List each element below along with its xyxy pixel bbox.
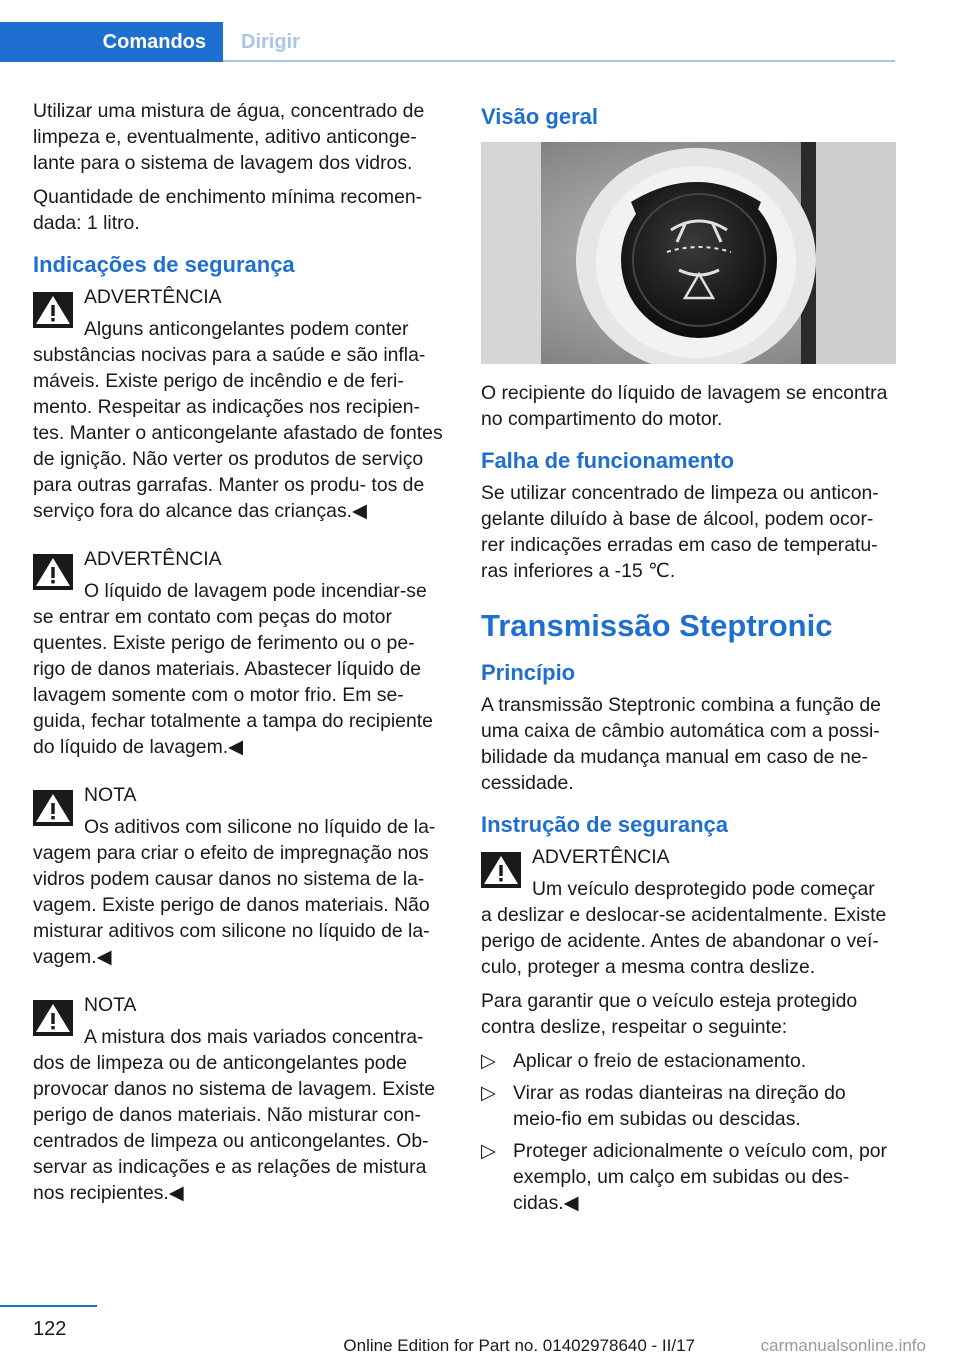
tab-dirigir[interactable] — [241, 22, 300, 62]
warning-first-line: O líquido de lavagem pode incendiar-se — [84, 580, 427, 602]
watermark: carmanualsonline.info — [760, 1336, 926, 1355]
list-item — [481, 1080, 896, 1132]
warning-label: ADVERTÊNCIA — [532, 846, 670, 868]
edition-text: Online Edition for Part no. 01402978640 - II/17 — [343, 1336, 695, 1355]
note-label: NOTA — [84, 994, 137, 1016]
tab-divider-line — [223, 60, 895, 62]
malfunction-heading: Falha de funcionamento — [481, 448, 735, 473]
note-text: dos de limpeza ou de anticongelantes pode provocar danos no sistema de lavagem. Existe perigo de danos materiais. Não misturar con‐ centrados de limpeza ou anticongelantes. Ob‐ servar as indicações e as relações de mistura nos recipientes.◀ — [33, 1052, 436, 1204]
warning-block — [33, 546, 445, 760]
washer-reservoir-photo — [481, 142, 896, 364]
paragraph-min-fill: Quantidade de enchimento mínima recomen‐ dada: 1 litro. — [33, 186, 423, 234]
malfunction-text: Se utilizar concentrado de limpeza ou anticon‐ gelante diluído à base de álcool, podem ocor‐ rer indicações erradas em caso de temperatu‐ ras inferiores a -15 ℃. — [481, 482, 879, 582]
warning-block — [481, 844, 896, 980]
instruction-heading: Instrução de segurança — [481, 812, 728, 837]
triangle-bullet-icon: ▷ — [481, 1050, 496, 1072]
note-first-line: Os aditivos com silicone no líquido de la‐ — [84, 816, 436, 838]
right-column — [481, 98, 896, 1222]
list-item — [481, 1138, 896, 1216]
list-item — [481, 1048, 896, 1074]
note-label: NOTA — [84, 784, 137, 806]
triangle-bullet-icon: ▷ — [481, 1140, 496, 1162]
left-column — [33, 98, 445, 1228]
warning-block — [33, 284, 445, 524]
warning-triangle-icon — [33, 554, 73, 590]
principle-text: A transmissão Steptronic combina a função de uma caixa de câmbio automática com a possi‐ bilidade da mudança manual em caso de ne‐ cessidade. — [481, 694, 881, 794]
note-block — [33, 782, 445, 970]
note-first-line: A mistura dos mais variados concentra‐ — [84, 1026, 424, 1048]
warning-triangle-icon — [481, 852, 521, 888]
principle-heading: Princípio — [481, 660, 576, 685]
tab-comandos[interactable] — [0, 22, 223, 62]
warning-first-line: Alguns anticongelantes podem conter — [84, 318, 409, 340]
precaution-list — [481, 1048, 896, 1216]
tab-comandos-label: Comandos — [102, 30, 206, 53]
warning-label: ADVERTÊNCIA — [84, 548, 222, 570]
photo-caption: O recipiente do líquido de lavagem se encontra no compartimento do motor. — [481, 382, 888, 430]
list-item-text: Virar as rodas dianteiras na direção do meio-fio em subidas ou descidas. — [513, 1082, 846, 1130]
list-item-text: Proteger adicionalmente o veículo com, por exemplo, um calço em subidas ou des‐ cidas.◀ — [513, 1140, 888, 1214]
footer-rule — [0, 1305, 97, 1307]
warning-triangle-icon — [33, 292, 73, 328]
warning-first-line: Um veículo desprotegido pode começar — [532, 878, 875, 900]
transmission-heading: Transmissão Steptronic — [481, 608, 833, 643]
page-number: 122 — [33, 1318, 67, 1340]
warning-text: a deslizar e deslocar-se acidentalmente. Existe perigo de acidente. Antes de abandonar o veí‐ culo, proteger a mesma contra deslize. — [481, 904, 887, 978]
paragraph-mixture: Utilizar uma mistura de água, concentrado de limpeza e, eventualmente, aditivo anticonge‐ lante para o sistema de lavagem dos vidros. — [33, 100, 425, 174]
warning-label: ADVERTÊNCIA — [84, 286, 222, 308]
warning-triangle-icon — [33, 790, 73, 826]
safety-heading: Indicações de segurança — [33, 252, 295, 277]
note-text: vagem para criar o efeito de impregnação nos vidros podem causar danos no sistema de la‐ vagem. Existe perigo de danos materiais. Não misturar aditivos com silicone no líquido de la‐ vagem.◀ — [33, 842, 430, 968]
overview-heading: Visão geral — [481, 104, 598, 129]
tab-dirigir-label: Dirigir — [241, 31, 300, 53]
guarantee-text: Para garantir que o veículo esteja protegido contra deslize, respeitar o seguinte: — [481, 990, 858, 1038]
warning-triangle-icon — [33, 1000, 73, 1036]
triangle-bullet-icon: ▷ — [481, 1082, 496, 1104]
warning-text: se entrar em contato com peças do motor quentes. Existe perigo de ferimento ou o pe‐ rigo de danos materiais. Abastecer líquido de lavagem somente com o motor frio. Em se‐ guida, fechar totalmente a tampa do recipiente do líquido de lavagem.◀ — [33, 606, 433, 758]
list-item-text: Aplicar o freio de estacionamento. — [513, 1050, 807, 1072]
note-block — [33, 992, 445, 1206]
chapter-tabs — [0, 22, 895, 62]
warning-text: substâncias nocivas para a saúde e são infla‐ máveis. Existe perigo de incêndio e de feri‐ mento. Respeitar as indicações nos recipien‐ tes. Manter o anticongelante afastado de fontes de ignição. Não verter os produtos de serviço para outras garrafas. Manter os produ‐ tos de serviço fora do alcance das crianças.◀ — [33, 344, 443, 522]
